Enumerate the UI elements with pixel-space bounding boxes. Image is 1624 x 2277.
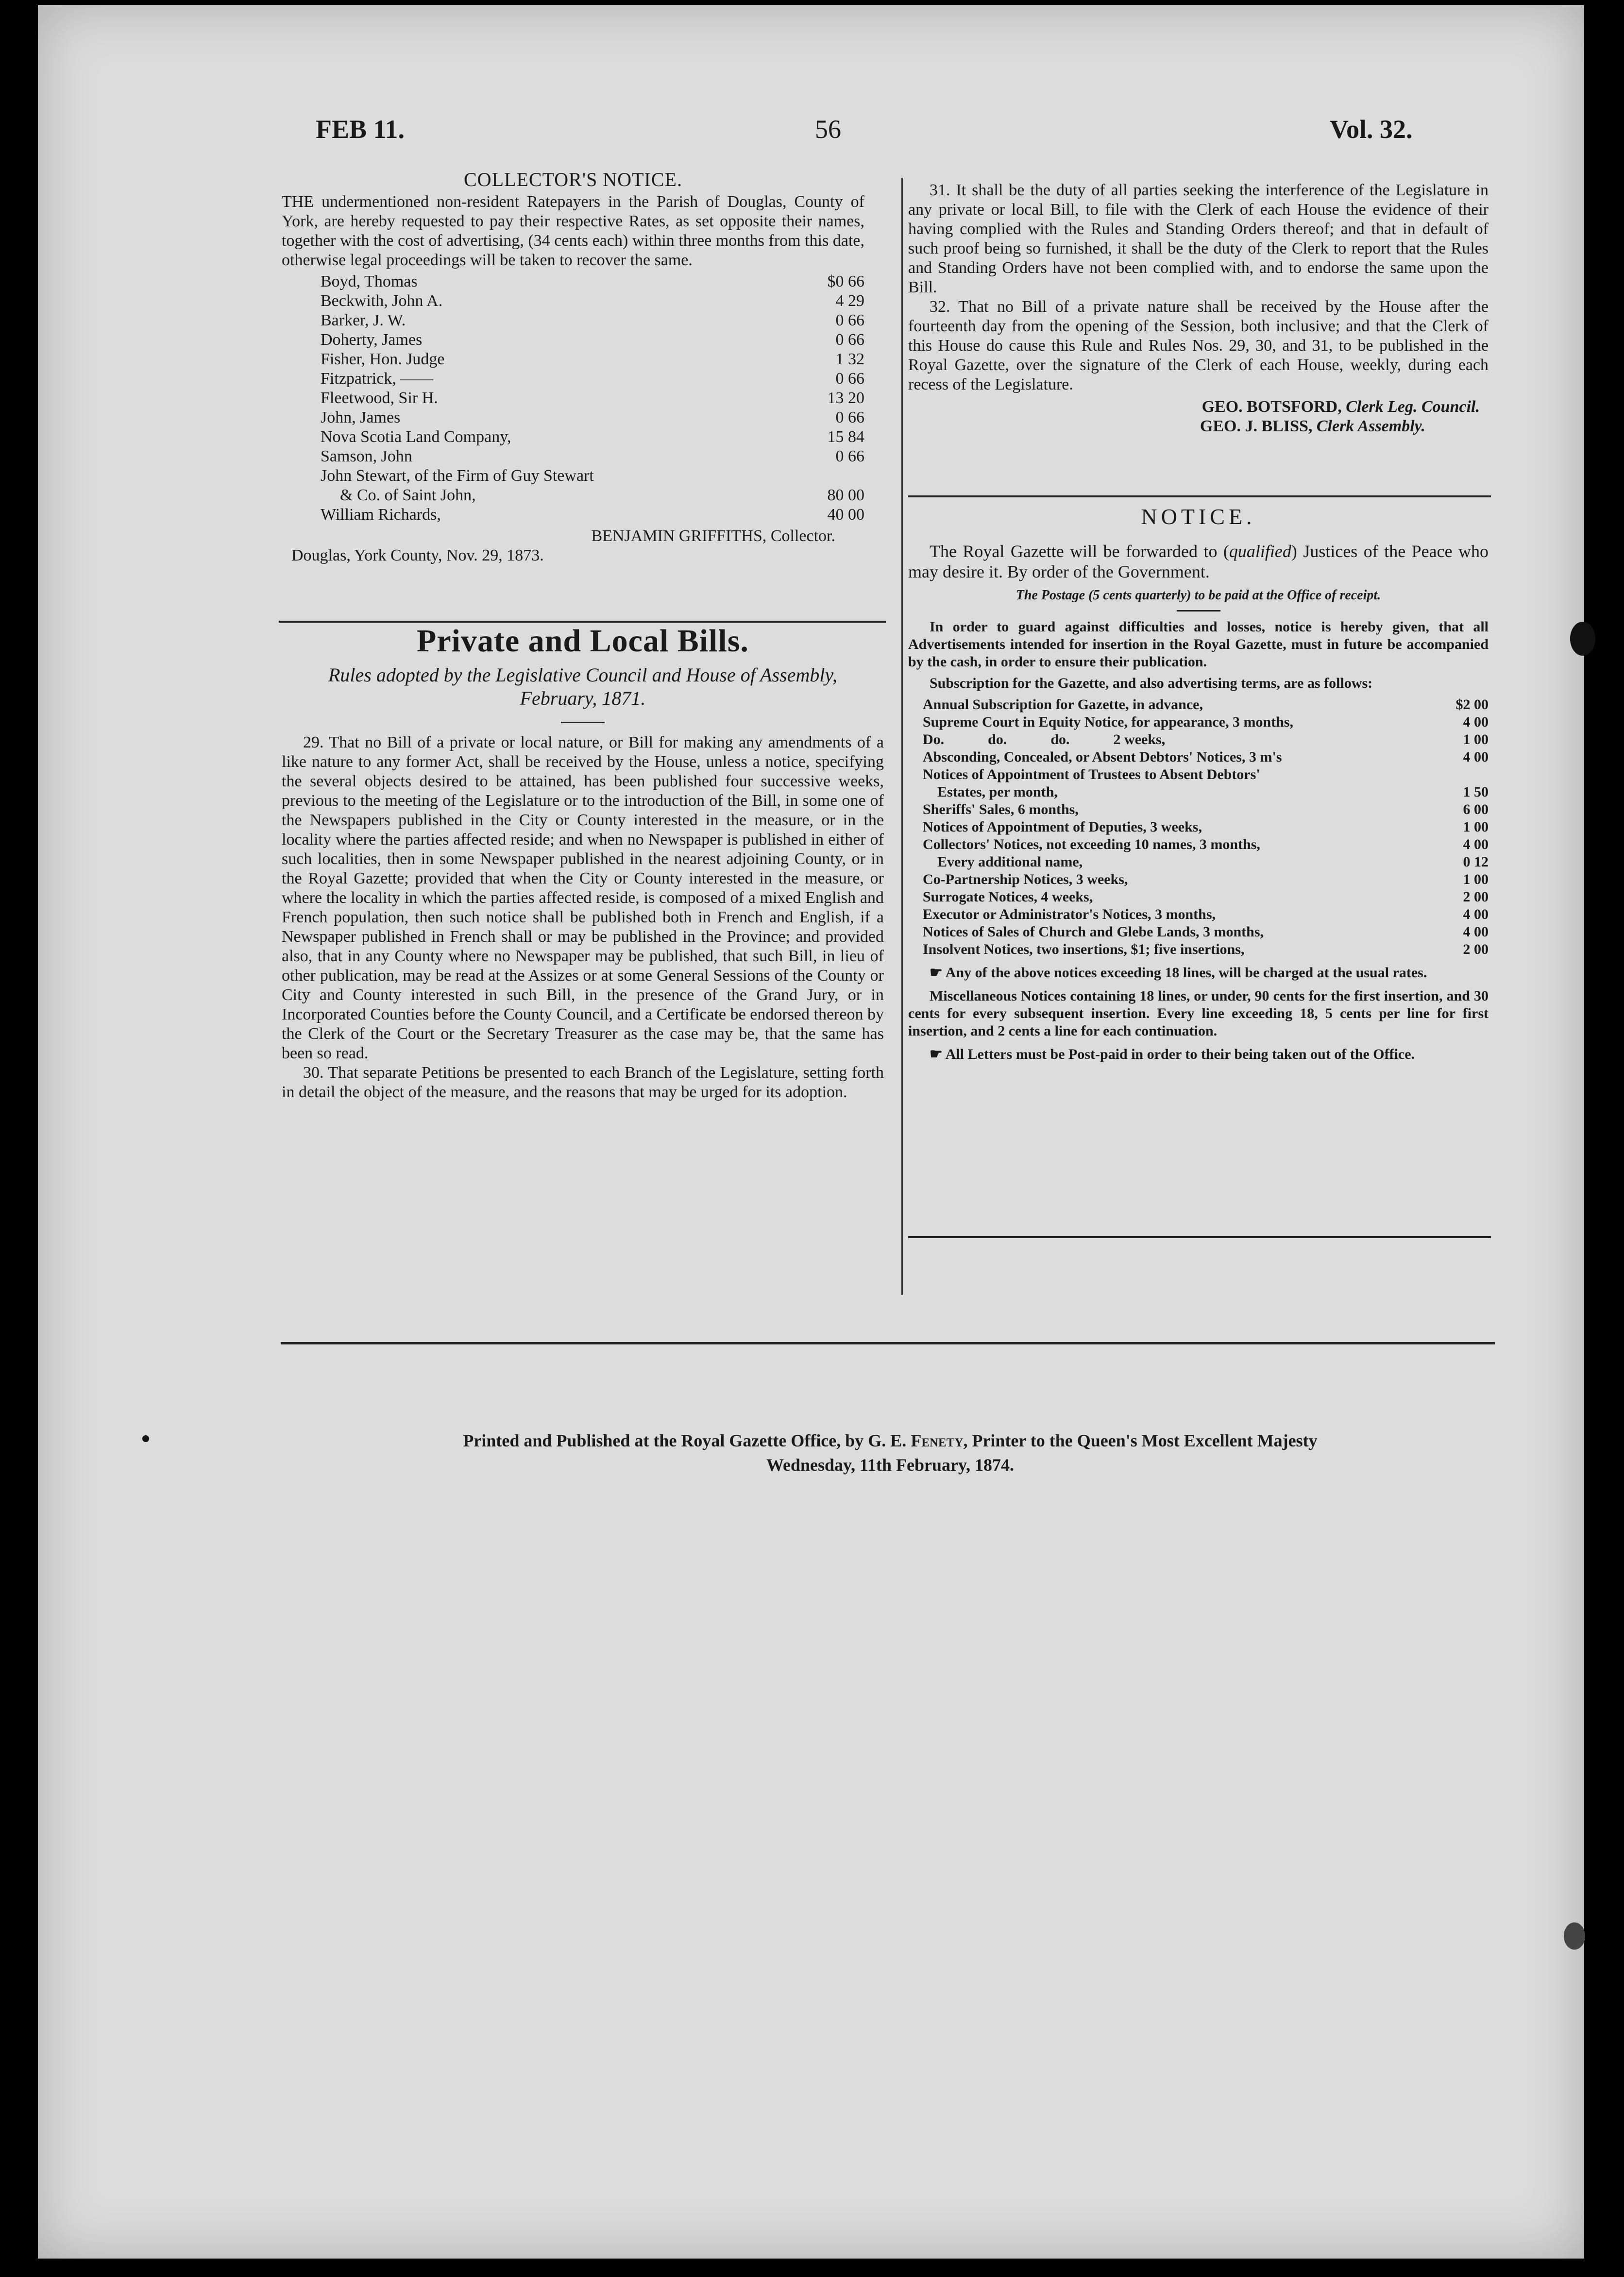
short-rule — [1177, 610, 1220, 612]
collector-signature: BENJAMIN GRIFFITHS, Collector. — [591, 527, 835, 545]
botsford-title: Clerk Leg. Council. — [1346, 398, 1480, 416]
ratepayer-name: Fleetwood, Sir H. — [321, 389, 438, 407]
scan-speck — [1570, 622, 1595, 656]
collectors-notice-intro: THE undermentioned non-resident Ratepayers in the Parish of Douglas, County of York, are hereby requested to pay their respective Rates, as set opposite their names, together with the cost of advertising, (34 cents each) within three months from this date, otherwise legal proceedings will be taken to recover the same. — [282, 193, 864, 269]
ratepayer-amount: $0 66 — [827, 272, 864, 290]
richards-name: William Richards, — [321, 506, 441, 524]
rate-label: Annual Subscription for Gazette, in advance, — [923, 697, 1203, 713]
rate-label: Absconding, Concealed, or Absent Debtors' Notices, 3 m's — [923, 749, 1282, 765]
ratepayer-name: Doherty, James — [321, 331, 423, 349]
rule-31: 31. It shall be the duty of all parties seeking the interference of the Legislature in any private or local Bill, to file with the Clerk of each House the evidence of their having complied with the Rules and Standing Orders thereof; and that in default of such proof being so furnished, it shall be the duty of the Clerk to report that the Rules and Standing Orders have not been complied with, and to endorse the same upon the Bill. — [908, 181, 1489, 296]
postage-note: The Postage (5 cents quarterly) to be paid at the Office of receipt. — [1015, 588, 1381, 603]
rate-label: Notices of Appointment of Trustees to Absent Debtors' — [923, 766, 1260, 782]
private-bills-title: Private and Local Bills. — [417, 623, 749, 659]
ratepayer-amount: 13 20 — [827, 389, 864, 407]
rate-label: Co-Partnership Notices, 3 weeks, — [923, 871, 1128, 887]
scan-speck — [142, 1435, 149, 1442]
gazette-page — [38, 5, 1584, 2259]
rate-row — [923, 906, 1489, 923]
rate-row — [923, 941, 1489, 958]
header-date: FEB 11. — [316, 115, 405, 144]
notice-gazette-paragraph — [908, 541, 1489, 582]
rate-row — [923, 766, 1489, 783]
rate-label: Notices of Appointment of Deputies, 3 weeks, — [923, 819, 1202, 835]
ratepayer-list — [321, 272, 864, 466]
publication-date: Wednesday, 11th February, 1874. — [766, 1455, 1015, 1475]
rate-row — [923, 731, 1489, 748]
rate-label: Insolvent Notices, two insertions, $1; five insertions, — [923, 941, 1245, 957]
rule-32: 32. That no Bill of a private nature shall be received by the House after the fourteenth day from the opening of the Session, both inclusive; and that the Clerk of this House do cause this Rule and Rules Nos. 29, 30, and 31, to be published in the Royal Gazette, over the signature of the Clerk of each House, weekly, during each recess of the Legislature. — [908, 298, 1489, 393]
rate-label: Supreme Court in Equity Notice, for appearance, 3 months, — [923, 714, 1294, 730]
ratepayer-name: Barker, J. W. — [321, 311, 406, 329]
rate-row — [923, 714, 1489, 731]
ratepayer-amount: 1 32 — [835, 350, 864, 368]
ratepayer-row — [321, 291, 864, 311]
notice-p1-em: qualified — [1229, 542, 1291, 561]
advertising-rates — [908, 696, 1489, 958]
column-divider — [901, 178, 903, 1295]
stewart-line1: John Stewart, of the Firm of Guy Stewart — [321, 467, 594, 485]
section-divider — [279, 621, 886, 623]
stewart-entry — [321, 466, 864, 525]
header-page-number: 56 — [815, 115, 841, 144]
printer-imprint — [324, 1430, 1456, 1451]
rate-amount: 1 50 — [1463, 784, 1489, 800]
header-volume: Vol. 32. — [1330, 115, 1413, 144]
rate-amount: 4 00 — [1463, 924, 1489, 940]
ratepayer-row — [321, 369, 864, 389]
botsford-name: GEO. BOTSFORD, — [1201, 398, 1342, 416]
pointing-hand-icon: ☛ — [930, 965, 946, 981]
pointing-hand-icon: ☛ — [930, 1046, 946, 1062]
notice-excess-lines — [908, 964, 1489, 982]
ratepayer-amount: 0 66 — [835, 311, 864, 329]
private-bills-section — [282, 623, 884, 1102]
ratepayer-row — [321, 272, 864, 291]
rate-amount — [1435, 766, 1489, 783]
ratepayer-row — [321, 427, 864, 447]
short-rule — [561, 722, 605, 723]
rate-amount: 4 00 — [1463, 749, 1489, 765]
collectors-notice — [282, 170, 864, 565]
page-bottom-rule — [281, 1342, 1495, 1344]
rate-amount: 6 00 — [1463, 801, 1489, 817]
rate-label: Notices of Sales of Church and Glebe Lands, 3 months, — [923, 924, 1264, 940]
richards-entry — [321, 505, 864, 525]
stewart-line2 — [321, 486, 864, 505]
bliss-name: GEO. J. BLISS, — [1200, 417, 1313, 435]
notice-p1-pre: The Royal Gazette will be forwarded to ( — [930, 542, 1229, 561]
rate-label: Estates, per month, — [923, 784, 1058, 800]
rate-amount: 2 00 — [1463, 941, 1489, 957]
imprint-post: , Printer to the Queen's Most Excellent Majesty — [963, 1431, 1318, 1450]
imprint-pre: Printed and Published at the Royal Gazette Office, by G. E. — [463, 1431, 911, 1450]
rate-row — [923, 836, 1489, 853]
signature-bliss — [908, 417, 1489, 436]
ratepayer-row — [321, 447, 864, 466]
rate-label: Sheriffs' Sales, 6 months, — [923, 801, 1079, 817]
notice-p1-post: ) Justices of the Peace who may desire it. By order of the Government. — [908, 542, 1489, 581]
ratepayer-row — [321, 311, 864, 330]
ratepayer-name: Samson, John — [321, 447, 412, 465]
rate-amount: 2 00 — [1463, 889, 1489, 905]
section-divider — [908, 1236, 1491, 1238]
private-bills-subtitle: Rules adopted by the Legislative Council and House of Assembly, February, 1871. — [328, 664, 837, 709]
stewart-amount: 80 00 — [827, 486, 864, 504]
notice-misc: Miscellaneous Notices containing 18 lines, or under, 90 cents for the first insertion, and 30 cents for every subsequent insertion. Every line exceeding 18, 5 cents per line for first insertion, and 2 cents a line for each continuation. — [908, 988, 1489, 1039]
section-divider — [908, 495, 1491, 497]
ratepayer-row — [321, 408, 864, 427]
rate-row — [923, 888, 1489, 906]
ratepayer-name: Beckwith, John A. — [321, 292, 443, 310]
rate-amount: 4 00 — [1463, 836, 1489, 852]
rate-row — [923, 783, 1489, 801]
notice-section — [908, 504, 1489, 1063]
notice-postpaid — [908, 1046, 1489, 1063]
ratepayer-amount: 15 84 — [827, 428, 864, 446]
bliss-title: Clerk Assembly. — [1316, 417, 1425, 435]
rule-29: 29. That no Bill of a private or local nature, or Bill for making any amendments of a like nature to any former Act, shall be received by the House, unless a notice, specifying the several objects desired to be attained, has been published four successive weeks, previous to the meeting of the Legislature or to the introduction of the Bill, in some one of the Newspapers published in the City or County interested in the measure, or in the locality where the parties affected reside; and when no Newspaper is published in either of such localities, then in some Newspaper published in the nearest adjoining County, or in the Royal Gazette; provided that when the City or County interested in the measure, or where the locality in which the parties affected reside, is composed of a mixed English and French population, then such notice shall be published both in French and English, if a Newspaper published in French shall or may be published in the Province; and provided also, that in any County where no Newspaper may be published, that such Bill, in lieu of other publication, may be read at the Assizes or at some General Sessions of the County or City and County interested in such Bill, in the presence of the Grand Jury, or in Incorporated Counties before the County Council, and a Certificate be endorsed thereon by the Clerk of the Court or the Secretary Treasurer as the case may be, that the same has been so read. — [282, 733, 884, 1062]
rate-label: Do. do. do. 2 weeks, — [923, 731, 1166, 748]
rate-row — [923, 801, 1489, 818]
scan-speck — [1564, 1922, 1585, 1950]
notice-cash-paragraph: In order to guard against difficulties and losses, notice is hereby given, that all Advertisements intended for insertion in the Royal Gazette, must in future be accompanied by the cash, in order to ensure their publication. — [908, 619, 1489, 670]
rate-label: Collectors' Notices, not exceeding 10 names, 3 months, — [923, 836, 1260, 852]
rate-amount: 1 00 — [1463, 871, 1489, 887]
imprint-printer-name: Fenety — [911, 1431, 964, 1450]
rule-30: 30. That separate Petitions be presented to each Branch of the Legislature, setting forth in detail the object of the measure, and the reasons that may be urged for its adoption. — [282, 1064, 884, 1101]
rate-label: Executor or Administrator's Notices, 3 months, — [923, 906, 1216, 922]
ratepayer-amount: 0 66 — [835, 408, 864, 426]
rate-amount: $2 00 — [1455, 697, 1489, 713]
notice-title: NOTICE. — [1141, 504, 1256, 529]
ratepayer-name: Fisher, Hon. Judge — [321, 350, 445, 368]
ratepayer-amount: 4 29 — [835, 292, 864, 310]
ratepayer-row — [321, 389, 864, 408]
rate-amount: 1 00 — [1463, 731, 1489, 748]
ratepayer-name: Boyd, Thomas — [321, 272, 418, 290]
private-bills-continued — [908, 181, 1489, 436]
ratepayer-amount: 0 66 — [835, 370, 864, 388]
notice-terms-intro: Subscription for the Gazette, and also advertising terms, are as follows: — [930, 675, 1373, 691]
rate-label: Every additional name, — [923, 854, 1083, 870]
rate-amount: 4 00 — [1463, 714, 1489, 730]
ratepayer-row — [321, 350, 864, 369]
stewart-firm: & Co. of Saint John, — [340, 486, 476, 504]
ratepayer-amount: 0 66 — [835, 447, 864, 465]
rate-amount: 4 00 — [1463, 906, 1489, 922]
notice-p6: All Letters must be Post-paid in order to their being taken out of the Office. — [945, 1046, 1415, 1062]
rate-label: Surrogate Notices, 4 weeks, — [923, 889, 1093, 905]
ratepayer-amount: 0 66 — [835, 331, 864, 349]
ratepayer-row — [321, 330, 864, 350]
rate-row — [923, 748, 1489, 766]
ratepayer-name: Fitzpatrick, —— — [321, 370, 434, 388]
rate-row — [923, 853, 1489, 871]
ratepayer-name: Nova Scotia Land Company, — [321, 428, 511, 446]
rate-amount: 1 00 — [1463, 819, 1489, 835]
rate-row — [923, 871, 1489, 888]
rate-row — [923, 818, 1489, 836]
collector-place-date: Douglas, York County, Nov. 29, 1873. — [291, 546, 544, 564]
ratepayer-name: John, James — [321, 408, 401, 426]
richards-amount: 40 00 — [827, 506, 864, 524]
rate-amount: 0 12 — [1463, 854, 1489, 870]
signature-botsford — [908, 397, 1489, 417]
notice-p4: Any of the above notices exceeding 18 lines, will be charged at the usual rates. — [945, 965, 1427, 981]
collectors-notice-title: COLLECTOR'S NOTICE. — [464, 169, 682, 190]
rate-row — [923, 696, 1489, 714]
rate-row — [923, 923, 1489, 941]
